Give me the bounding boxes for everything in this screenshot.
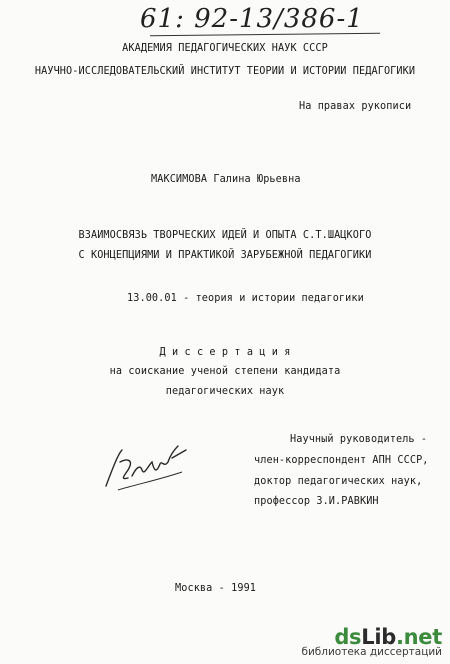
watermark-tagline: библиотека диссертаций: [301, 646, 442, 658]
academy-heading: АКАДЕМИЯ ПЕДАГОГИЧЕСКИХ НАУК СССР: [122, 43, 328, 54]
supervisor-line-3: доктор педагогических наук,: [254, 476, 423, 487]
title-line-1: ВЗАИМОСВЯЗЬ ТВОРЧЕСКИХ ИДЕЙ И ОПЫТА С.Т.ШАЦКОГО: [78, 230, 372, 241]
dissertation-label: Д и с с е р т а ц и я: [159, 347, 291, 358]
supervisor-line-2: член-корреспондент АПН СССР,: [254, 455, 429, 466]
watermark-logo: dsLib.net: [334, 625, 442, 649]
institute-heading: НАУЧНО-ИССЛЕДОВАТЕЛЬСКИЙ ИНСТИТУТ ТЕОРИИ И ИСТОРИИ ПЕДАГОГИКИ: [34, 66, 416, 77]
handwritten-catalog-number: 61: 92-13/386-1: [140, 4, 364, 34]
handwritten-signature: [98, 440, 198, 496]
rights-note: На правах рукописи: [299, 101, 412, 112]
supervisor-line-1: Научный руководитель -: [290, 434, 428, 445]
place-year: Москва - 1991: [175, 583, 257, 594]
dslib-watermark[interactable]: [301, 625, 442, 658]
specialty-code: 13.00.01 - теория и истории педагогики: [127, 293, 364, 304]
degree-line-2: педагогических наук: [165, 386, 285, 397]
title-line-2: С КОНЦЕПЦИЯМИ И ПРАКТИКОЙ ЗАРУБЕЖНОЙ ПЕДАГОГИКИ: [78, 250, 372, 261]
degree-line-1: на соискание ученой степени кандидата: [109, 366, 341, 377]
supervisor-line-4: профессор З.И.РАВКИН: [254, 496, 379, 507]
author-name: МАКСИМОВА Галина Юрьевна: [151, 174, 301, 185]
